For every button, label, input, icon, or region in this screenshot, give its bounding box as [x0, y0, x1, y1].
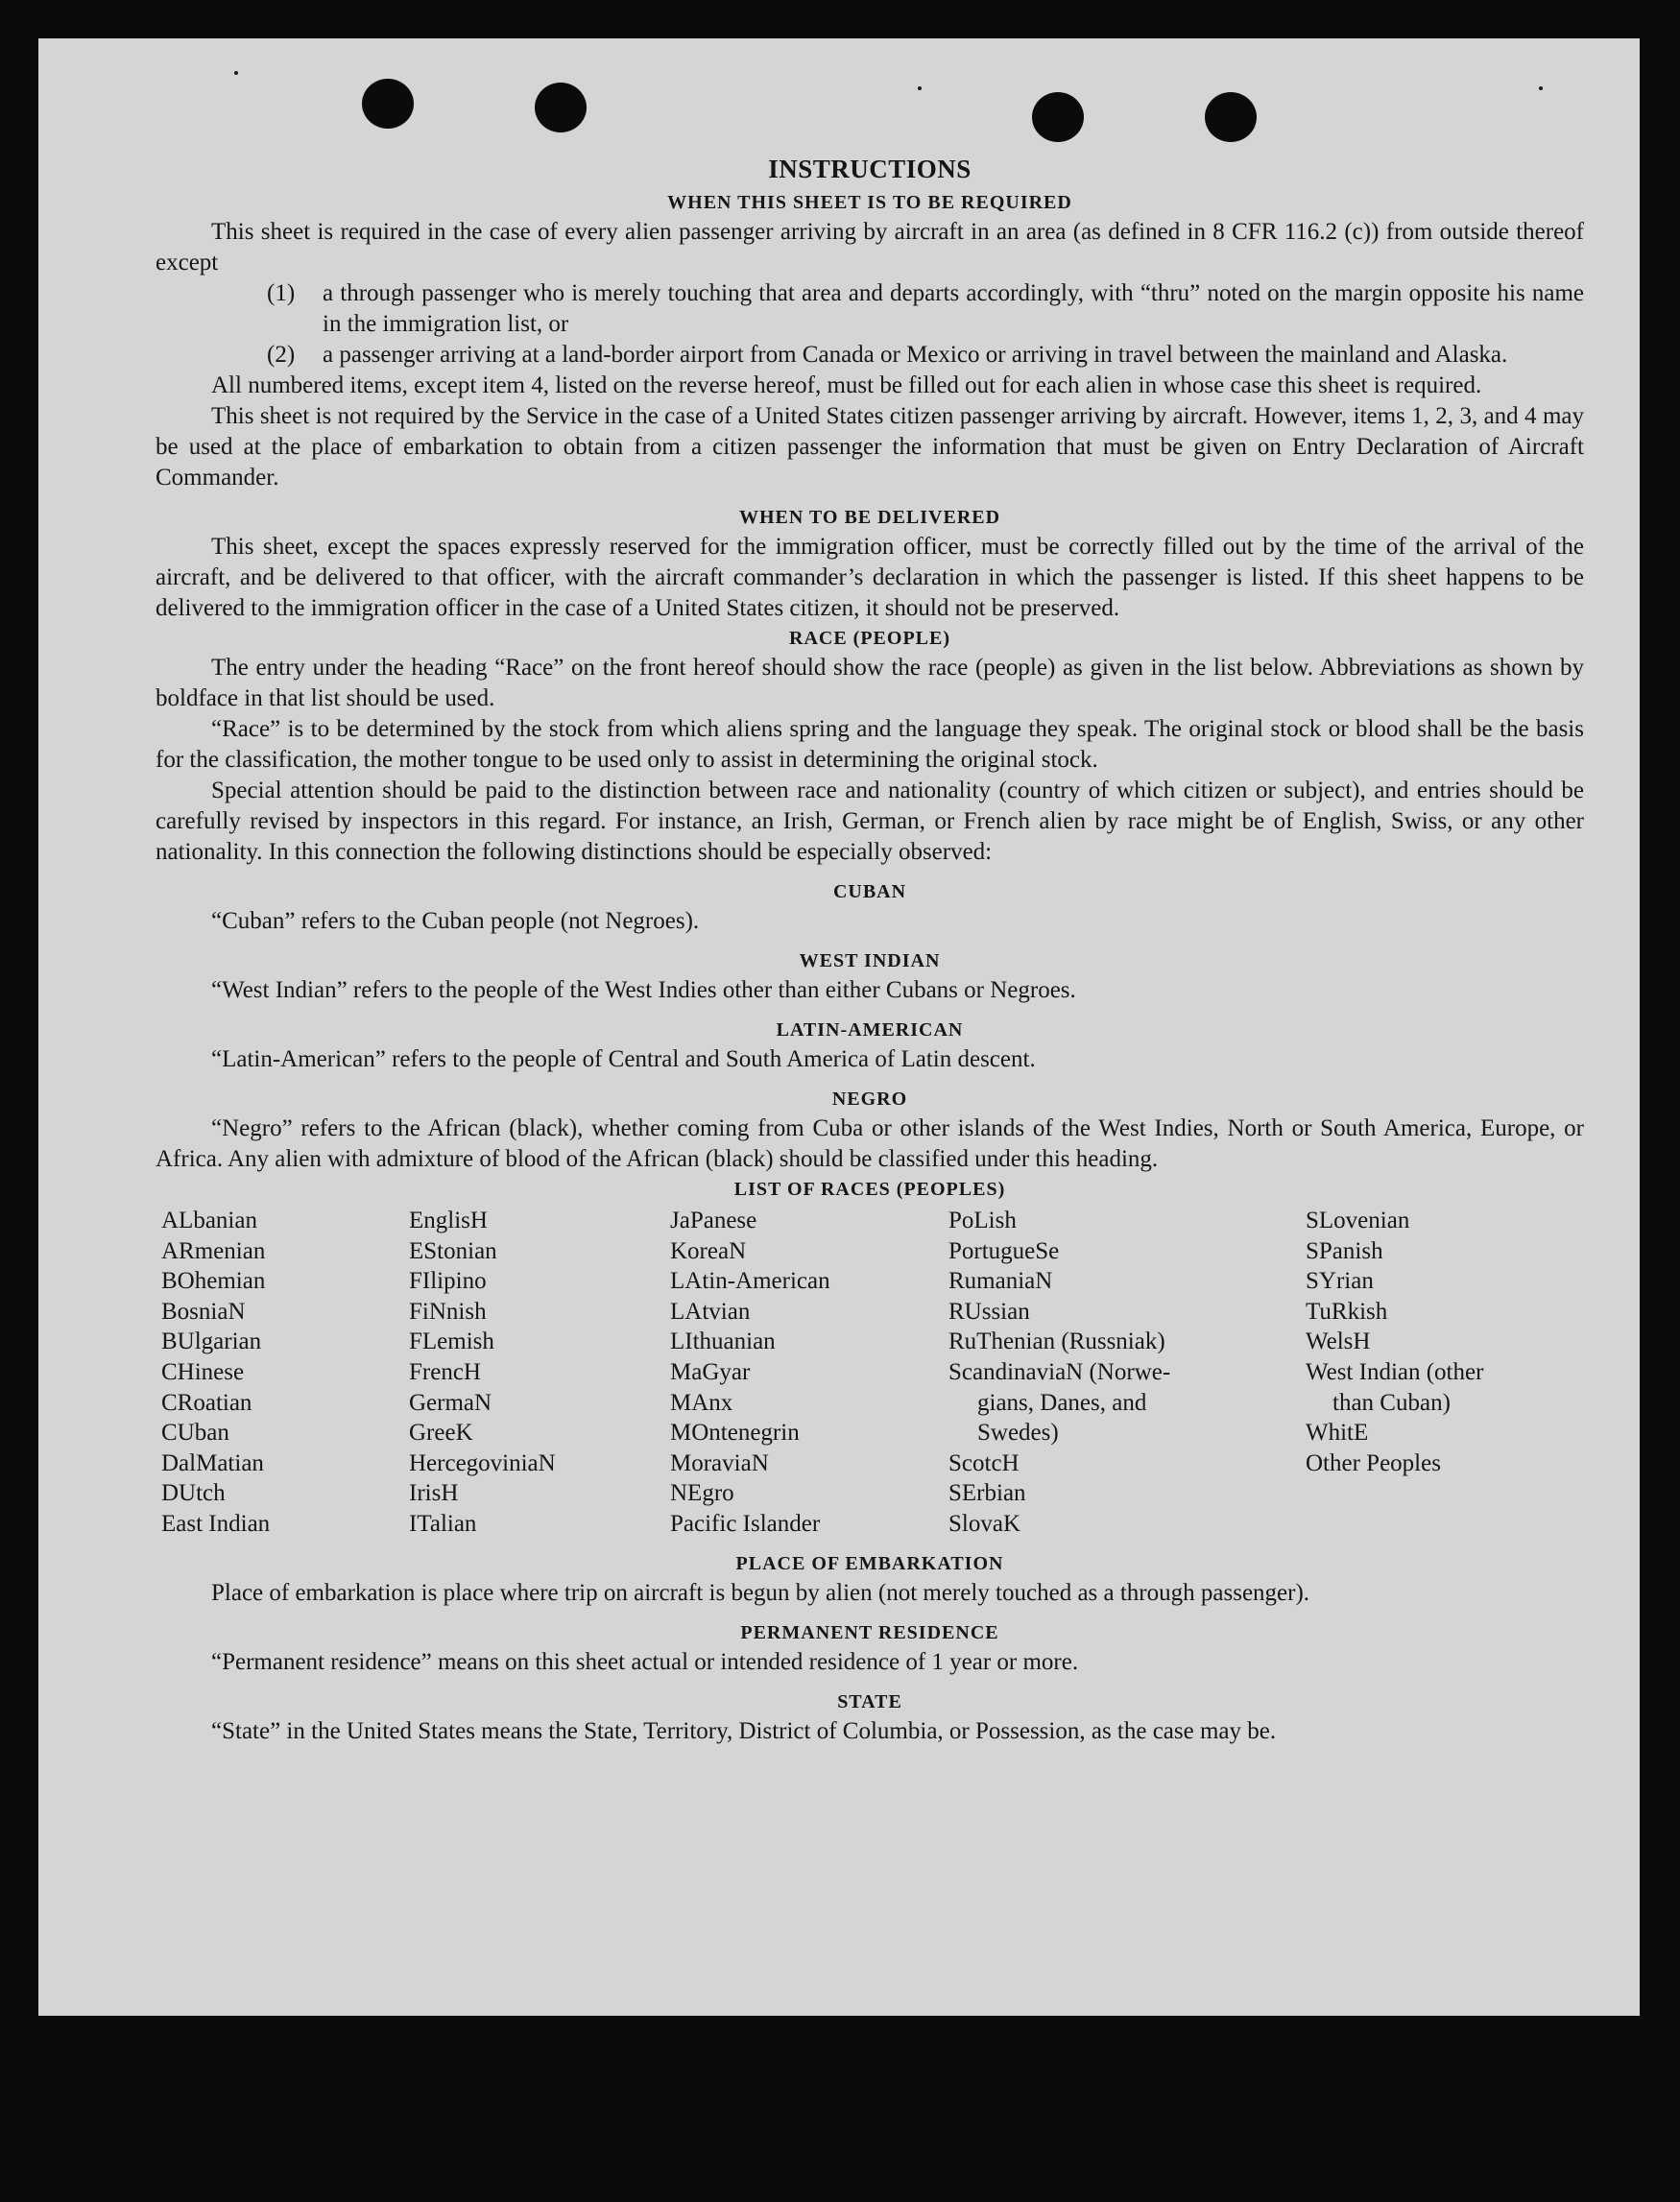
race-entry: ITalian — [409, 1510, 477, 1537]
race-entry-continued: gians, Danes, and — [977, 1389, 1147, 1416]
race-entry: SPanish — [1306, 1237, 1383, 1264]
race-entry: EnglisH — [409, 1208, 488, 1233]
heading-latin-american: LATIN-AMERICAN — [776, 1019, 964, 1041]
race-entry: FLemish — [409, 1328, 494, 1355]
race-entry: Pacific Islander — [670, 1510, 821, 1537]
race-entry: ScandinaviaN (Norwe- — [948, 1358, 1171, 1385]
heading-cuban: CUBAN — [832, 881, 907, 902]
exception-item-2 — [267, 340, 1584, 371]
item-number: (1) — [267, 280, 296, 306]
heading-place-of-embarkation: PLACE OF EMBARKATION — [735, 1552, 1004, 1574]
race-entry: WelsH — [1306, 1328, 1371, 1355]
race-entry: RumaniaN — [948, 1268, 1053, 1295]
document-body — [156, 115, 1584, 1747]
document-title: INSTRUCTIONS — [768, 155, 972, 183]
race-entry: CRoatian — [161, 1389, 252, 1416]
race-entry: MaGyar — [670, 1358, 751, 1385]
race-entry-continued: than Cuban) — [1332, 1389, 1451, 1416]
speck — [234, 71, 238, 75]
speck — [918, 86, 922, 90]
paragraph: “Cuban” refers to the Cuban people (not Negroes). — [211, 908, 700, 934]
race-entry: ALbanian — [161, 1208, 257, 1233]
heading-when-delivered: WHEN TO BE DELIVERED — [738, 507, 1001, 528]
race-entry: CUban — [161, 1420, 229, 1447]
item-number: (2) — [267, 342, 296, 368]
item-text: a through passenger who is merely touching that area and departs accordingly, with “thru” noted on the margin opposite his name in the immigration list, or — [323, 280, 1584, 337]
race-entry: FIlipino — [409, 1268, 487, 1295]
race-column-4 — [948, 1206, 1306, 1540]
race-entry: SLovenian — [1306, 1208, 1410, 1233]
race-entry-continued: Swedes) — [977, 1420, 1059, 1447]
paragraph: “Latin-American” refers to the people of Central and South America of Latin descent. — [211, 1046, 1036, 1072]
race-entry: DalMatian — [161, 1449, 264, 1476]
race-entry: LIthuanian — [670, 1328, 776, 1355]
item-text: a passenger arriving at a land-border airport from Canada or Mexico or arriving in travel between the mainland and Alaska. — [323, 342, 1508, 368]
speck — [1539, 86, 1543, 90]
paragraph: This sheet, except the spaces expressly reserved for the immigration officer, must be correctly filled out by the time of the arrival of the aircraft, and be delivered to that officer, with the aircraft commander’s declaration in which the passenger is listed. If this sheet happens to be delivered to the immigration officer in the case of a United States citizen, it should not be preserved. — [156, 534, 1584, 621]
race-entry: ScotcH — [948, 1449, 1020, 1476]
heading-permanent-residence: PERMANENT RESIDENCE — [740, 1621, 999, 1643]
heading-west-indian: WEST INDIAN — [799, 950, 941, 971]
paragraph: Place of embarkation is place where trip on aircraft is begun by alien (not merely touched as a through passenger). — [211, 1579, 1310, 1606]
paragraph: “West Indian” refers to the people of the West Indies other than either Cubans or Negroes. — [211, 977, 1076, 1003]
paragraph: “Negro” refers to the African (black), whether coming from Cuba or other islands of the West Indies, North or South America, Europe, or Africa. Any alien with admixture of blood of the African (black) should be classified under this heading. — [156, 1115, 1584, 1172]
race-column-3 — [670, 1206, 948, 1540]
race-column-5 — [1306, 1206, 1590, 1540]
paragraph: All numbered items, except item 4, listed on the reverse hereof, must be filled out for each alien in whose case this sheet is required. — [211, 372, 1482, 398]
heading-state: STATE — [837, 1690, 902, 1712]
heading-race: RACE (PEOPLE) — [789, 628, 950, 649]
paragraph: “State” in the United States means the State, Territory, District of Columbia, or Possession, as the case may be. — [211, 1717, 1277, 1744]
race-entry: LAtvian — [670, 1298, 751, 1325]
paragraph: “Race” is to be determined by the stock from which aliens spring and the language they speak. The original stock or blood shall be the basis for the classification, the mother tongue to be used only to assist in determining the original stock. — [156, 716, 1584, 773]
paragraph: Special attention should be paid to the distinction between race and nationality (country of which citizen or subject), and entries should be carefully revised by inspectors in this regard. For instance, an Irish, German, or French alien by race might be of English, Swiss, or any other nationality. In this connection the following distinctions should be especially observed: — [156, 778, 1584, 865]
document-sheet — [38, 38, 1640, 2016]
heading-when-required: WHEN THIS SHEET IS TO BE REQUIRED — [667, 192, 1072, 213]
race-entry: FrencH — [409, 1358, 481, 1385]
race-entry: LAtin-American — [670, 1268, 830, 1295]
paragraph: The entry under the heading “Race” on the front hereof should show the race (people) as given in the list below. Abbreviations as shown by boldface in that list should be used. — [156, 655, 1584, 711]
race-entry: JaPanese — [670, 1208, 757, 1233]
race-list — [161, 1206, 1584, 1540]
race-entry: HercegoviniaN — [409, 1449, 556, 1476]
exception-item-1 — [267, 278, 1584, 340]
race-entry: West Indian (other — [1306, 1358, 1484, 1385]
race-entry: PortugueSe — [948, 1237, 1060, 1264]
race-entry: GreeK — [409, 1420, 473, 1447]
race-entry: MoraviaN — [670, 1449, 769, 1476]
race-entry: RuThenian (Russniak) — [948, 1328, 1165, 1355]
race-entry: Other Peoples — [1306, 1449, 1441, 1476]
race-entry: BUlgarian — [161, 1328, 262, 1355]
race-entry: East Indian — [161, 1510, 271, 1537]
race-entry: SYrian — [1306, 1268, 1374, 1295]
race-entry: BosniaN — [161, 1298, 246, 1325]
race-entry: PoLish — [948, 1208, 1017, 1233]
race-entry: ARmenian — [161, 1237, 266, 1264]
race-entry: SErbian — [948, 1480, 1026, 1507]
race-entry: NEgro — [670, 1480, 734, 1507]
race-entry: DUtch — [161, 1480, 226, 1507]
heading-list-of-races: LIST OF RACES (PEOPLES) — [733, 1179, 1006, 1200]
race-entry: GermaN — [409, 1389, 492, 1416]
race-entry: IrisH — [409, 1480, 459, 1507]
race-entry: MOntenegrin — [670, 1420, 800, 1447]
paragraph: This sheet is required in the case of every alien passenger arriving by aircraft in an area (as defined in 8 CFR 116.2 (c)) from outside thereof except — [156, 219, 1584, 275]
race-column-2 — [409, 1206, 670, 1540]
paragraph: “Permanent residence” means on this sheet actual or intended residence of 1 year or more. — [211, 1648, 1079, 1675]
race-entry: RUssian — [948, 1298, 1030, 1325]
race-entry: SlovaK — [948, 1510, 1020, 1537]
race-entry: TuRkish — [1306, 1298, 1388, 1325]
race-column-1 — [161, 1206, 409, 1540]
race-entry: BOhemian — [161, 1268, 266, 1295]
race-entry: CHinese — [161, 1358, 245, 1385]
race-entry: KoreaN — [670, 1237, 747, 1264]
paragraph: This sheet is not required by the Service in the case of a United States citizen passenger arriving by aircraft. However, items 1, 2, 3, and 4 may be used at the place of embarkation to obtain from a citizen passenger the information that must be given on Entry Declaration of Aircraft Commander. — [156, 403, 1584, 491]
race-entry: WhitE — [1306, 1420, 1369, 1447]
heading-negro: NEGRO — [831, 1089, 908, 1110]
race-entry: FiNnish — [409, 1298, 487, 1325]
race-entry: MAnx — [670, 1389, 733, 1416]
race-entry: EStonian — [409, 1237, 497, 1264]
